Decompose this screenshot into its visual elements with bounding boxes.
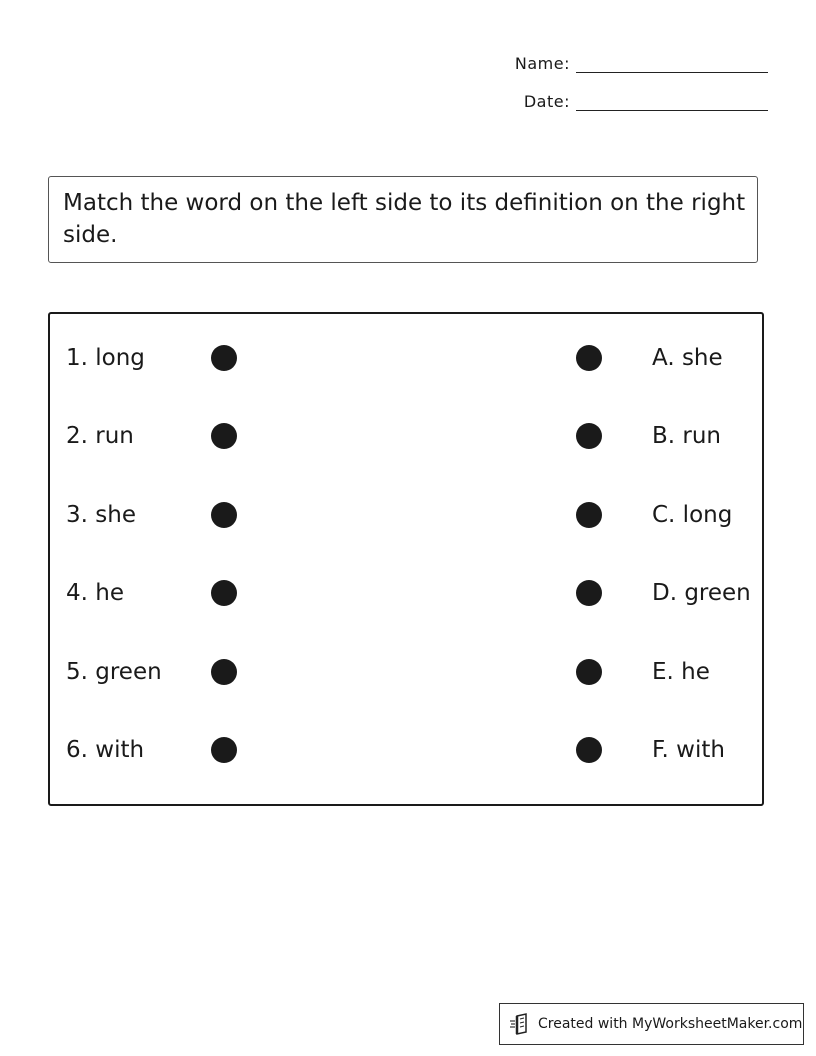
- date-field: [524, 90, 768, 111]
- word-dot[interactable]: [211, 502, 237, 528]
- date-label: Date:: [523, 92, 570, 111]
- name-blank-line[interactable]: [576, 52, 768, 73]
- instructions-box: Match the word on the left side to its definition on the right side.: [48, 176, 758, 263]
- definition-dot[interactable]: [576, 737, 602, 763]
- definition-item: E. he: [652, 659, 710, 685]
- matching-box: [48, 312, 764, 806]
- footer-badge: [499, 1003, 804, 1045]
- definition-item: F. with: [652, 737, 725, 763]
- date-blank-line[interactable]: [576, 90, 768, 111]
- definition-item: C. long: [652, 502, 733, 528]
- definition-dot[interactable]: [576, 659, 602, 685]
- word-dot[interactable]: [211, 737, 237, 763]
- word-item: 2. run: [66, 423, 134, 449]
- definition-dot[interactable]: [576, 502, 602, 528]
- word-dot[interactable]: [211, 659, 237, 685]
- match-row: [50, 416, 762, 456]
- match-row: [50, 495, 762, 535]
- word-item: 6. with: [66, 737, 145, 763]
- name-label: Name:: [514, 54, 570, 73]
- word-dot[interactable]: [211, 423, 237, 449]
- footer-text: Created with MyWorksheetMaker.com: [538, 1016, 803, 1032]
- word-dot[interactable]: [211, 580, 237, 606]
- match-row: [50, 652, 762, 692]
- definition-dot[interactable]: [576, 345, 602, 371]
- definition-dot[interactable]: [576, 423, 602, 449]
- name-field: [515, 52, 768, 73]
- definition-dot[interactable]: [576, 580, 602, 606]
- definition-item: D. green: [652, 580, 751, 606]
- word-item: 4. he: [66, 580, 124, 606]
- word-item: 3. she: [66, 502, 136, 528]
- match-row: [50, 338, 762, 378]
- definition-item: A. she: [652, 345, 723, 371]
- word-item: 1. long: [66, 345, 145, 371]
- match-row: [50, 573, 762, 613]
- match-row: [50, 730, 762, 770]
- book-icon: [510, 1013, 530, 1035]
- word-dot[interactable]: [211, 345, 237, 371]
- definition-item: B. run: [652, 423, 722, 449]
- word-item: 5. green: [66, 659, 162, 685]
